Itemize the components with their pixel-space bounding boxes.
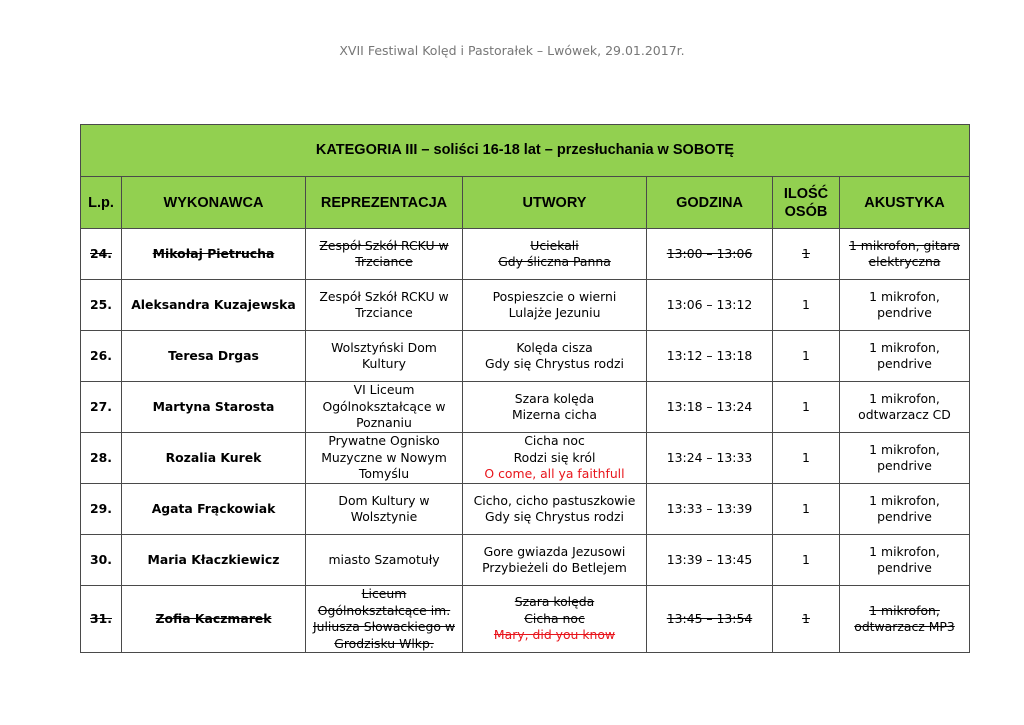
cell-representation-text: Zespół Szkół RCKU w Trzciance (319, 237, 449, 269)
column-header-performer: WYKONAWCA (122, 177, 306, 229)
cell-acoustics-text: 1 mikrofon, odtwarzacz CD (858, 390, 951, 422)
cell-time (647, 382, 773, 433)
cell-representation (306, 535, 463, 586)
cell-songs (463, 535, 647, 586)
song-title: Kolęda cisza (516, 339, 593, 355)
cell-lp-text: 26. (90, 347, 112, 363)
table-row (81, 382, 970, 433)
cell-songs (463, 484, 647, 535)
cell-persons (773, 229, 840, 280)
cell-acoustics-text: 1 mikrofon, odtwarzacz MP3 (854, 602, 955, 634)
cell-time (647, 280, 773, 331)
cell-performer-text: Martyna Starosta (152, 398, 275, 414)
cell-lp (81, 586, 122, 653)
cell-performer-text: Aleksandra Kuzajewska (131, 296, 296, 312)
cell-performer (122, 535, 306, 586)
schedule-table (80, 124, 970, 653)
song-title: Uciekali (530, 237, 579, 253)
song-title: Cicha noc (524, 610, 585, 626)
table-title: KATEGORIA III – soliści 16-18 lat – przesłuchania w SOBOTĘ (81, 125, 970, 177)
cell-acoustics-text: 1 mikrofon, pendrive (869, 543, 940, 575)
cell-time-text: 13:39 – 13:45 (666, 551, 753, 567)
cell-persons (773, 433, 840, 484)
cell-lp-text: 28. (90, 449, 112, 465)
cell-time-text: 13:33 – 13:39 (666, 500, 753, 516)
cell-persons-text: 1 (802, 245, 810, 261)
cell-time-text: 13:00 – 13:06 (666, 245, 753, 261)
cell-performer (122, 433, 306, 484)
cell-time (647, 229, 773, 280)
cell-representation-text: Liceum Ogólnokształcące im. Juliusza Słowackiego w Grodzisku Wlkp. (312, 586, 455, 651)
song-title: Mizerna cicha (511, 407, 598, 422)
cell-time-text: 13:24 – 13:33 (666, 449, 753, 465)
cell-acoustics (840, 535, 970, 586)
column-header-persons: ILOŚĆ OSÓB (773, 177, 840, 229)
cell-persons (773, 331, 840, 382)
cell-performer-text: Agata Frąckowiak (151, 500, 276, 516)
cell-persons (773, 280, 840, 331)
cell-acoustics (840, 433, 970, 484)
cell-representation (306, 280, 463, 331)
cell-persons-text: 1 (802, 398, 810, 414)
column-header-representation: REPREZENTACJA (306, 177, 463, 229)
song-title: Lulajże Jezuniu (508, 305, 601, 320)
cell-persons (773, 382, 840, 433)
cell-acoustics (840, 331, 970, 382)
song-title: Gdy śliczna Panna (498, 254, 611, 269)
cell-representation-text: Prywatne Ognisko Muzyczne w Nowym Tomyślu (321, 433, 447, 482)
cell-time (647, 586, 773, 653)
cell-representation-text: Wolsztyński Dom Kultury (331, 339, 437, 371)
cell-persons (773, 484, 840, 535)
cell-persons (773, 535, 840, 586)
cell-persons (773, 586, 840, 653)
cell-persons-text: 1 (802, 500, 810, 516)
cell-persons-text: 1 (802, 296, 810, 312)
table-row (81, 433, 970, 484)
table-row (81, 280, 970, 331)
cell-songs (463, 586, 647, 653)
cell-lp-text: 27. (90, 398, 112, 414)
cell-performer (122, 229, 306, 280)
table-row (81, 484, 970, 535)
table-row (81, 229, 970, 280)
column-header-acoustics: AKUSTYKA (840, 177, 970, 229)
cell-acoustics-text: 1 mikrofon, pendrive (869, 339, 940, 371)
cell-performer-text: Teresa Drgas (168, 347, 259, 363)
cell-performer (122, 382, 306, 433)
cell-lp (81, 484, 122, 535)
song-title: Gore gwiazda Jezusowi (483, 543, 626, 559)
cell-lp-text: 30. (90, 551, 112, 567)
cell-time (647, 484, 773, 535)
cell-representation-text: VI Liceum Ogólnokształcące w Poznaniu (322, 382, 446, 431)
cell-songs (463, 229, 647, 280)
cell-acoustics-text: 1 mikrofon, pendrive (869, 492, 940, 524)
cell-performer-text: Maria Kłaczkiewicz (147, 551, 280, 567)
cell-persons-text: 1 (802, 449, 810, 465)
song-title: Szara kolęda (514, 594, 595, 610)
cell-acoustics (840, 484, 970, 535)
cell-lp (81, 433, 122, 484)
cell-performer (122, 331, 306, 382)
song-title: Szara kolęda (514, 390, 595, 406)
cell-persons-text: 1 (802, 551, 810, 567)
cell-representation (306, 586, 463, 653)
cell-representation-text: Dom Kultury w Wolsztynie (338, 492, 430, 524)
cell-representation (306, 433, 463, 484)
cell-time (647, 535, 773, 586)
cell-lp-text: 25. (90, 296, 112, 312)
cell-persons-text: 1 (802, 347, 810, 363)
cell-songs (463, 331, 647, 382)
page-header: XVII Festiwal Kolęd i Pastorałek – Lwówek, 29.01.2017r. (339, 43, 685, 58)
cell-representation-text: Zespół Szkół RCKU w Trzciance (319, 288, 449, 320)
cell-acoustics (840, 382, 970, 433)
cell-performer-text: Mikołaj Pietrucha (152, 245, 275, 261)
song-title: Gdy się Chrystus rodzi (485, 356, 624, 371)
cell-time (647, 331, 773, 382)
cell-time-text: 13:18 – 13:24 (666, 398, 753, 414)
cell-representation (306, 484, 463, 535)
cell-representation (306, 229, 463, 280)
cell-acoustics (840, 280, 970, 331)
cell-songs (463, 280, 647, 331)
cell-acoustics-text: 1 mikrofon, pendrive (869, 441, 940, 473)
cell-performer (122, 280, 306, 331)
song-title-highlighted: O come, all ya faithfull (484, 466, 625, 482)
cell-lp-text: 29. (90, 500, 112, 516)
cell-acoustics (840, 229, 970, 280)
table-row (81, 331, 970, 382)
cell-lp-text: 31. (90, 610, 112, 626)
song-title: Pospieszcie o wierni (492, 288, 617, 304)
column-header-songs: UTWORY (463, 177, 647, 229)
cell-lp (81, 535, 122, 586)
cell-time-text: 13:45 – 13:54 (666, 610, 753, 626)
cell-acoustics (840, 586, 970, 653)
cell-lp-text: 24. (90, 245, 112, 261)
cell-time-text: 13:12 – 13:18 (666, 347, 753, 363)
cell-acoustics-text: 1 mikrofon, gitara elektryczna (848, 237, 961, 269)
song-title: Cicho, cicho pastuszkowie (473, 492, 636, 508)
cell-songs (463, 382, 647, 433)
song-title: Przybieżeli do Betlejem (482, 560, 627, 575)
song-title-highlighted: Mary, did you know (493, 627, 616, 643)
cell-lp (81, 331, 122, 382)
song-title: Rodzi się król (513, 449, 596, 465)
table-row (81, 586, 970, 653)
cell-performer (122, 484, 306, 535)
column-header-lp: L.p. (81, 177, 122, 229)
cell-performer-text: Zofia Kaczmarek (155, 610, 272, 626)
cell-lp (81, 382, 122, 433)
cell-songs (463, 433, 647, 484)
cell-lp (81, 229, 122, 280)
cell-representation-text: miasto Szamotuły (328, 551, 440, 567)
cell-acoustics-text: 1 mikrofon, pendrive (869, 288, 940, 320)
cell-performer-text: Rozalia Kurek (165, 449, 262, 465)
cell-lp (81, 280, 122, 331)
table-row (81, 535, 970, 586)
cell-persons-text: 1 (802, 610, 810, 626)
cell-time (647, 433, 773, 484)
song-title: Cicha noc (524, 433, 585, 449)
column-header-time: GODZINA (647, 177, 773, 229)
cell-representation (306, 382, 463, 433)
cell-performer (122, 586, 306, 653)
cell-representation (306, 331, 463, 382)
cell-time-text: 13:06 – 13:12 (666, 296, 753, 312)
song-title: Gdy się Chrystus rodzi (485, 509, 624, 524)
